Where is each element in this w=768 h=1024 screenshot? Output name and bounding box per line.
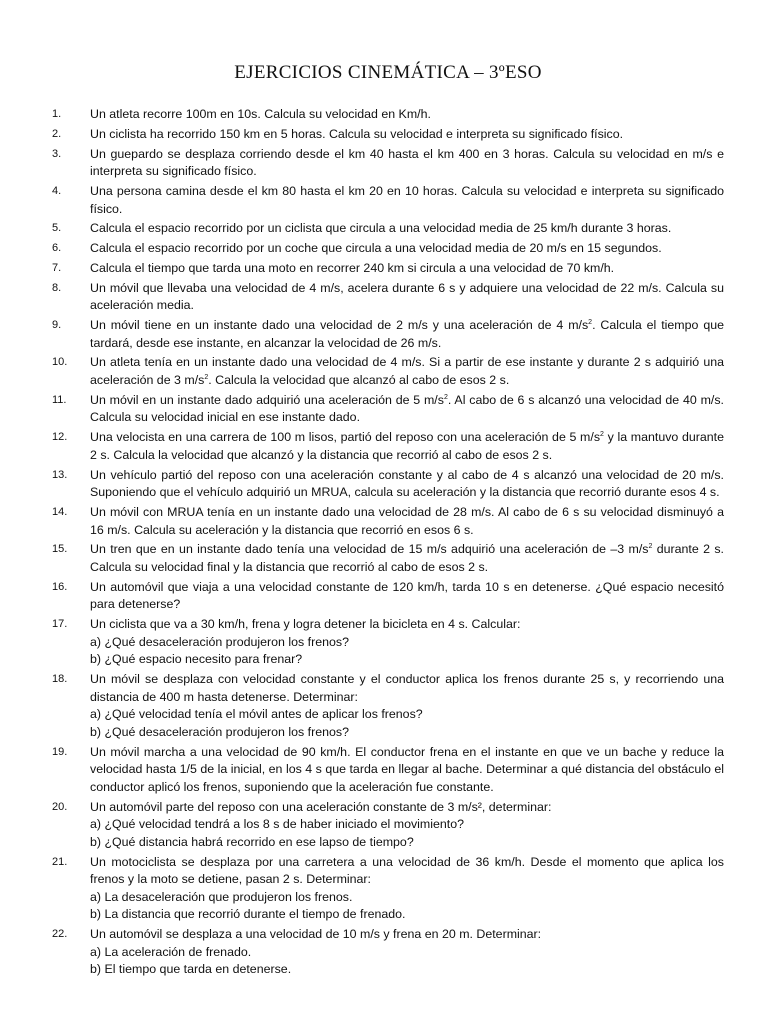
exercise-number: 17. (52, 618, 68, 631)
exercise-text: Un atleta recorre 100m en 10s. Calcula su velocidad en Km/h. (90, 107, 431, 121)
exercise-item (52, 671, 724, 741)
exercise-number: 2. (52, 127, 62, 140)
exercise-item (52, 429, 724, 464)
exercise-text: Un atleta tenía en un instante dado una velocidad de 4 m/s. Si a partir de ese instante y durante 2 s adquirió una aceleración de 3 m/s (90, 355, 724, 387)
exercise-text: Un automóvil se desplaza a una velocidad de 10 m/s y frena en 20 m. Determinar: (90, 927, 542, 942)
exercise-list (52, 106, 724, 979)
exercise-subquestion: b) ¿Qué distancia habrá recorrido en ese lapso de tiempo? (90, 834, 414, 849)
exercise-text: Un móvil se desplaza con velocidad constante y el conductor aplica los frenos durante 25 s, y recorriendo una distancia de 400 m hasta detenerse. Determinar: (90, 672, 724, 704)
exercise-text: Un guepardo se desplaza corriendo desde el km 40 hasta el km 400 en 3 horas. Calcula su velocidad en m/s e interpreta su significado físico. (90, 146, 724, 179)
exercise-text: Calcula el tiempo que tarda una moto en recorrer 240 km si circula a una velocidad de 70 km/h. (90, 260, 615, 275)
exercise-text: Un automóvil que viaja a una velocidad constante de 120 km/h, tarda 10 s en detenerse. ¿Qué espacio necesitó para detenerse? (90, 579, 724, 612)
exercise-item (52, 467, 724, 502)
exercise-item (52, 926, 724, 979)
exercise-text: Un tren que en un instante dado tenía una velocidad de 15 m/s adquirió una aceleración de –3 m/s (90, 542, 649, 557)
exercise-subquestion: a) ¿Qué desaceleración produjeron los frenos? (90, 634, 349, 649)
exercise-subquestion: b) ¿Qué espacio necesito para frenar? (90, 652, 303, 667)
exercise-item (52, 744, 724, 797)
exercise-item (52, 616, 724, 669)
exercise-item (52, 854, 724, 924)
exercise-subquestion: a) La desaceleración que produjeron los frenos. (90, 889, 353, 904)
exercise-text: Una velocista en una carrera de 100 m lisos, partió del reposo con una aceleración de 5 m/s (90, 430, 601, 445)
exercise-subquestion: a) La aceleración de frenado. (90, 944, 252, 959)
exercise-item (52, 354, 724, 389)
exercise-text: Una persona camina desde el km 80 hasta el km 20 en 10 horas. Calcula su velocidad e interpreta su significado físico. (90, 183, 724, 216)
exercise-item (52, 126, 724, 144)
exercise-number: 15. (52, 543, 68, 556)
exercise-item (52, 280, 724, 315)
exponent: 2 (648, 543, 653, 551)
exercise-subquestion: a) ¿Qué velocidad tendrá a los 8 s de haber iniciado el movimiento? (90, 817, 464, 832)
exercise-number: 1. (52, 108, 62, 120)
exercise-number: 6. (52, 242, 62, 255)
exercise-text: Un motociclista se desplaza por una carretera a una velocidad de 36 km/h. Desde el momento que aplica los frenos y la moto se detiene, pasan 2 s. Determinar: (90, 854, 724, 887)
exercise-text: Calcula el espacio recorrido por un ciclista que circula a una velocidad media de 25 km/h durante 3 horas. (90, 221, 672, 236)
exercise-item (52, 799, 724, 852)
exercise-item (52, 260, 724, 278)
exercise-item (52, 541, 724, 576)
exercise-item (52, 183, 724, 218)
exercise-item (52, 220, 724, 238)
exercise-number: 3. (52, 147, 62, 160)
exercise-subquestion: b) La distancia que recorrió durante el tiempo de frenado. (90, 907, 406, 922)
exercise-text: Un ciclista que va a 30 km/h, frena y logra detener la bicicleta en 4 s. Calcular: (90, 617, 521, 632)
exercise-item (52, 504, 724, 539)
exercise-subquestion: b) ¿Qué desaceleración produjeron los frenos? (90, 724, 349, 739)
exercise-item (52, 392, 724, 427)
exercise-number: 18. (52, 673, 68, 685)
exercise-number: 4. (52, 184, 62, 197)
exercise-number: 9. (52, 319, 62, 332)
exercise-item (52, 317, 724, 352)
exercise-text-continued: . Calcula la velocidad que alcanzó al cabo de esos 2 s. (208, 373, 510, 387)
exercise-text-continued: . Al cabo de 6 s alcanzó una velocidad de 40 m/s. Calcula su velocidad inicial en ese instante dado. (90, 392, 724, 425)
exercise-item (52, 240, 724, 258)
exercise-number: 10. (52, 356, 68, 369)
exercise-number: 7. (52, 261, 62, 274)
exercise-text-continued: y la mantuvo durante 2 s. Calcula la velocidad que alcanzó y la distancia que recorrió al cabo de esos 2 s. (90, 430, 724, 462)
exercise-item (52, 106, 724, 124)
exercise-number: 20. (52, 800, 68, 813)
exercise-text: Un automóvil parte del reposo con una aceleración constante de 3 m/s², determinar: (90, 799, 552, 814)
exponent: 2 (600, 431, 604, 439)
exercise-text: Un móvil tiene en un instante dado una velocidad de 2 m/s y una aceleración de 4 m/s (90, 318, 589, 333)
exercise-text: Un móvil con MRUA tenía en un instante dado una velocidad de 28 m/s. Al cabo de 6 s su velocidad disminuyó a 16 m/s. Calcula su aceleración y la distancia que recorrió en esos 6 s. (90, 504, 724, 537)
exercise-number: 13. (52, 468, 68, 481)
exercise-text: Calcula el espacio recorrido por un coche que circula a una velocidad media de 20 m/s en 15 segundos. (90, 241, 662, 256)
exercise-number: 12. (52, 431, 68, 444)
exercise-number: 21. (52, 855, 68, 868)
exponent: 2 (204, 373, 209, 381)
exercise-item (52, 146, 724, 181)
exercise-number: 14. (52, 505, 68, 518)
exercise-number: 22. (52, 928, 68, 941)
exercise-subquestion: b) El tiempo que tarda en detenerse. (90, 962, 292, 977)
exercise-number: 16. (52, 580, 68, 593)
exercise-number: 8. (52, 281, 62, 294)
exercise-text: Un móvil marcha a una velocidad de 90 km/h. El conductor frena en el instante en que ve un bache y reduce la velocidad hasta 1/5 de la inicial, en los 4 s que tarda en llegar al bache. Determinar a qué distancia del obstáculo el conductor aplicó los frenos, suponiendo que la aceleración fue constante. (90, 744, 724, 794)
exercise-text: Un vehículo partió del reposo con una aceleración constante y al cabo de 4 s alcanzó una velocidad de 20 m/s. Suponiendo que el vehículo adquirió un MRUA, calcula su aceleración y la distancia que recorrió durante esos 4 s. (90, 467, 724, 500)
exercise-text-continued: . Calcula el tiempo que tardará, desde ese instante, en alcanzar la velocidad de 26 m/s. (90, 318, 724, 350)
page-title: EJERCICIOS CINEMÁTICA – 3ºESO (234, 62, 542, 83)
exponent: 2 (443, 393, 448, 401)
exercise-number: 11. (52, 393, 67, 406)
exponent: 2 (588, 318, 593, 326)
exercise-text: Un ciclista ha recorrido 150 km en 5 horas. Calcula su velocidad e interpreta su significado físico. (90, 126, 624, 141)
exercise-number: 19. (52, 745, 68, 758)
exercise-item (52, 579, 724, 614)
exercise-subquestion: a) ¿Qué velocidad tenía el móvil antes de aplicar los frenos? (90, 707, 423, 722)
exercise-text: Un móvil en un instante dado adquirió una aceleración de 5 m/s (90, 392, 444, 407)
exercise-number: 5. (52, 222, 62, 235)
exercise-text-continued: durante 2 s. Calcula su velocidad final y la distancia que recorrió al cabo de esos 2 s. (90, 542, 724, 574)
exercise-text: Un móvil que llevaba una velocidad de 4 m/s, acelera durante 6 s y adquiere una velocidad de 22 m/s. Calcula su aceleración media. (90, 280, 724, 313)
